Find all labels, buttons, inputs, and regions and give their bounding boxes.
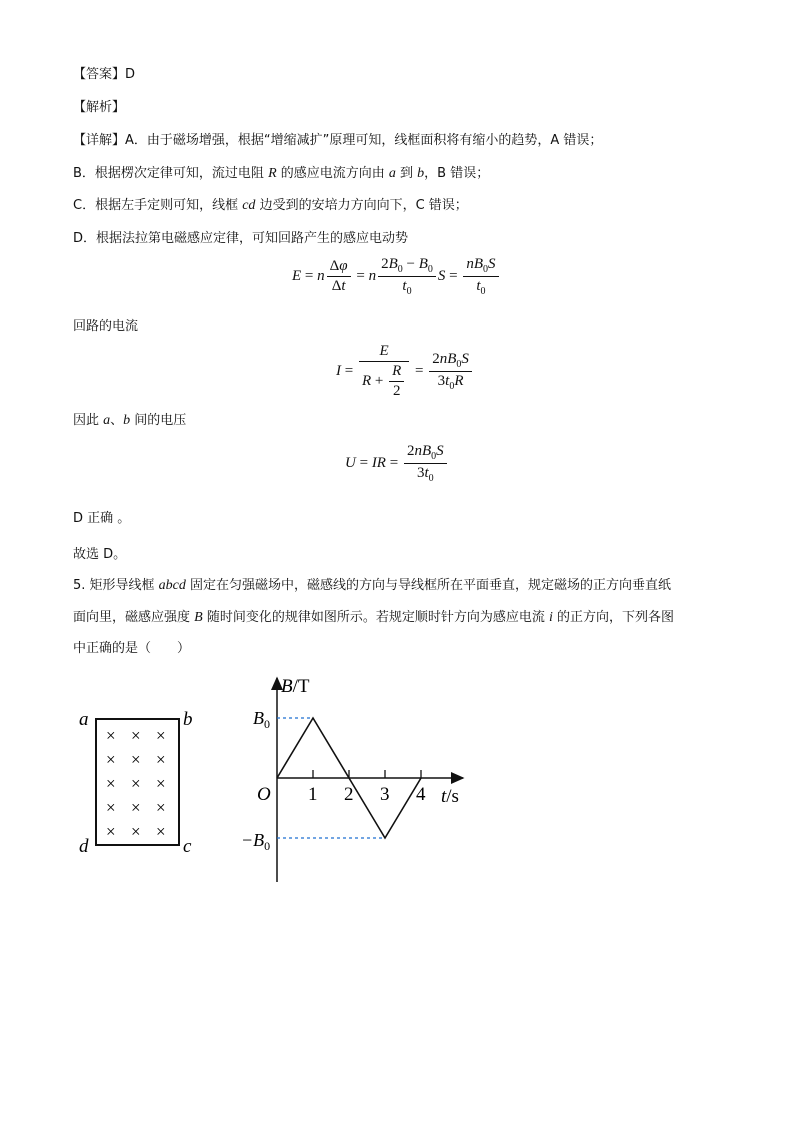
voltage-text: 间的电压	[130, 413, 187, 428]
choose-line: 故选 D。	[73, 547, 127, 562]
detail-c-text: C．根据左手定则可知，线框	[73, 198, 243, 213]
question-text: 的正方向，下列各图	[552, 610, 674, 625]
detail-b-text: 的感应电流方向由	[276, 166, 389, 181]
voltage-text: 因此	[73, 413, 104, 428]
detail-b-line	[73, 165, 489, 183]
var-cd: cd	[242, 198, 256, 213]
question-line-1	[73, 577, 671, 595]
field-cross-symbol: ×	[131, 798, 141, 817]
analysis-label: 【解析】	[73, 100, 126, 115]
field-cross-symbol: ×	[156, 750, 166, 769]
var-b: b	[417, 166, 425, 181]
detail-b-text: 到	[395, 166, 418, 181]
question-text: 面向里，磁感应强度	[73, 610, 195, 625]
detail-b-text: B．根据楞次定律可知，流过电阻	[73, 166, 269, 181]
field-cross-symbol: ×	[131, 750, 141, 769]
field-cross-symbol: ×	[131, 726, 141, 745]
field-cross-symbol: ×	[106, 750, 116, 769]
question-line-2	[73, 609, 674, 627]
x-axis-label: t/s	[441, 786, 459, 807]
x-tick-label: 4	[416, 784, 426, 805]
field-cross-symbol: ×	[156, 798, 166, 817]
var-abcd: abcd	[158, 578, 186, 593]
y-axis-label: B/T	[281, 676, 310, 697]
field-cross-symbol: ×	[106, 774, 116, 793]
field-cross-symbol: ×	[131, 774, 141, 793]
magnetic-field-crosses	[106, 726, 166, 841]
x-tick-label: 3	[380, 784, 390, 805]
current-line: 回路的电流	[73, 319, 139, 334]
answer-line	[73, 66, 135, 84]
corner-b-label: b	[183, 709, 193, 730]
detail-c-line	[73, 197, 468, 215]
voltage-text: 、	[110, 413, 124, 428]
equation-voltage: U = IR = $\frac{2nB_0S}{3t_0}$	[345, 443, 449, 484]
d-correct-line: D 正确 。	[73, 511, 131, 526]
var-a: a	[103, 413, 111, 428]
corner-c-label: c	[183, 836, 192, 857]
field-cross-symbol: ×	[156, 774, 166, 793]
origin-label: O	[257, 784, 271, 805]
ytick-b0-label: $B_0$	[253, 708, 270, 731]
answer-label: 【答案】	[73, 67, 126, 82]
answer-value: D	[125, 67, 136, 82]
ytick-neg-b0-label: $-B_0$	[241, 830, 271, 853]
field-cross-symbol: ×	[156, 822, 166, 841]
question-text: 固定在匀强磁场中，磁感线的方向与导线框所在平面垂直，规定磁场的正方向垂直纸	[185, 578, 672, 593]
field-cross-symbol: ×	[106, 798, 116, 817]
var-B: B	[194, 610, 203, 625]
var-a: a	[388, 166, 396, 181]
detail-b-text: ，B 错误；	[424, 166, 490, 181]
x-tick-label: 1	[308, 784, 318, 805]
corner-a-label: a	[79, 709, 89, 730]
detail-a-line	[73, 132, 602, 150]
detail-label: 【详解】	[73, 133, 126, 148]
var-R: R	[268, 166, 277, 181]
x-tick-label: 2	[344, 784, 354, 805]
var-i: i	[548, 610, 553, 625]
voltage-line	[73, 412, 186, 430]
question-text: 5. 矩形导线框	[73, 578, 159, 593]
detail-c-text: 边受到的安培力方向向下，C 错误；	[255, 198, 468, 213]
field-cross-symbol: ×	[106, 726, 116, 745]
question-line-3: 中正确的是（ ）	[73, 641, 191, 656]
detail-a-text: A．由于磁场增强，根据“增缩减扩”原理可知，线框面积将有缩小的趋势，A 错误；	[125, 133, 603, 148]
field-cross-symbol: ×	[106, 822, 116, 841]
corner-d-label: d	[79, 836, 89, 857]
question-text: 随时间变化的规律如图所示。若规定顺时针方向为感应电流	[202, 610, 549, 625]
field-cross-symbol: ×	[156, 726, 166, 745]
field-cross-symbol: ×	[131, 822, 141, 841]
detail-d-line: D．根据法拉第电磁感应定律，可知回路产生的感应电动势	[73, 231, 409, 246]
equation-emf: E = n $\frac{\Delta\varphi}{\Delta t}$ = n $\frac{2B_0 - B_0}{t_0}$ S = $\frac{nB_0S}{t_0}$	[292, 256, 501, 297]
equation-current: I = E R + $\frac{R}{2}$ = $\frac{2nB_0S}{3t_0R}$	[336, 343, 474, 400]
var-b: b	[123, 413, 131, 428]
b-t-graph	[235, 670, 475, 890]
wire-frame-diagram	[70, 700, 210, 870]
